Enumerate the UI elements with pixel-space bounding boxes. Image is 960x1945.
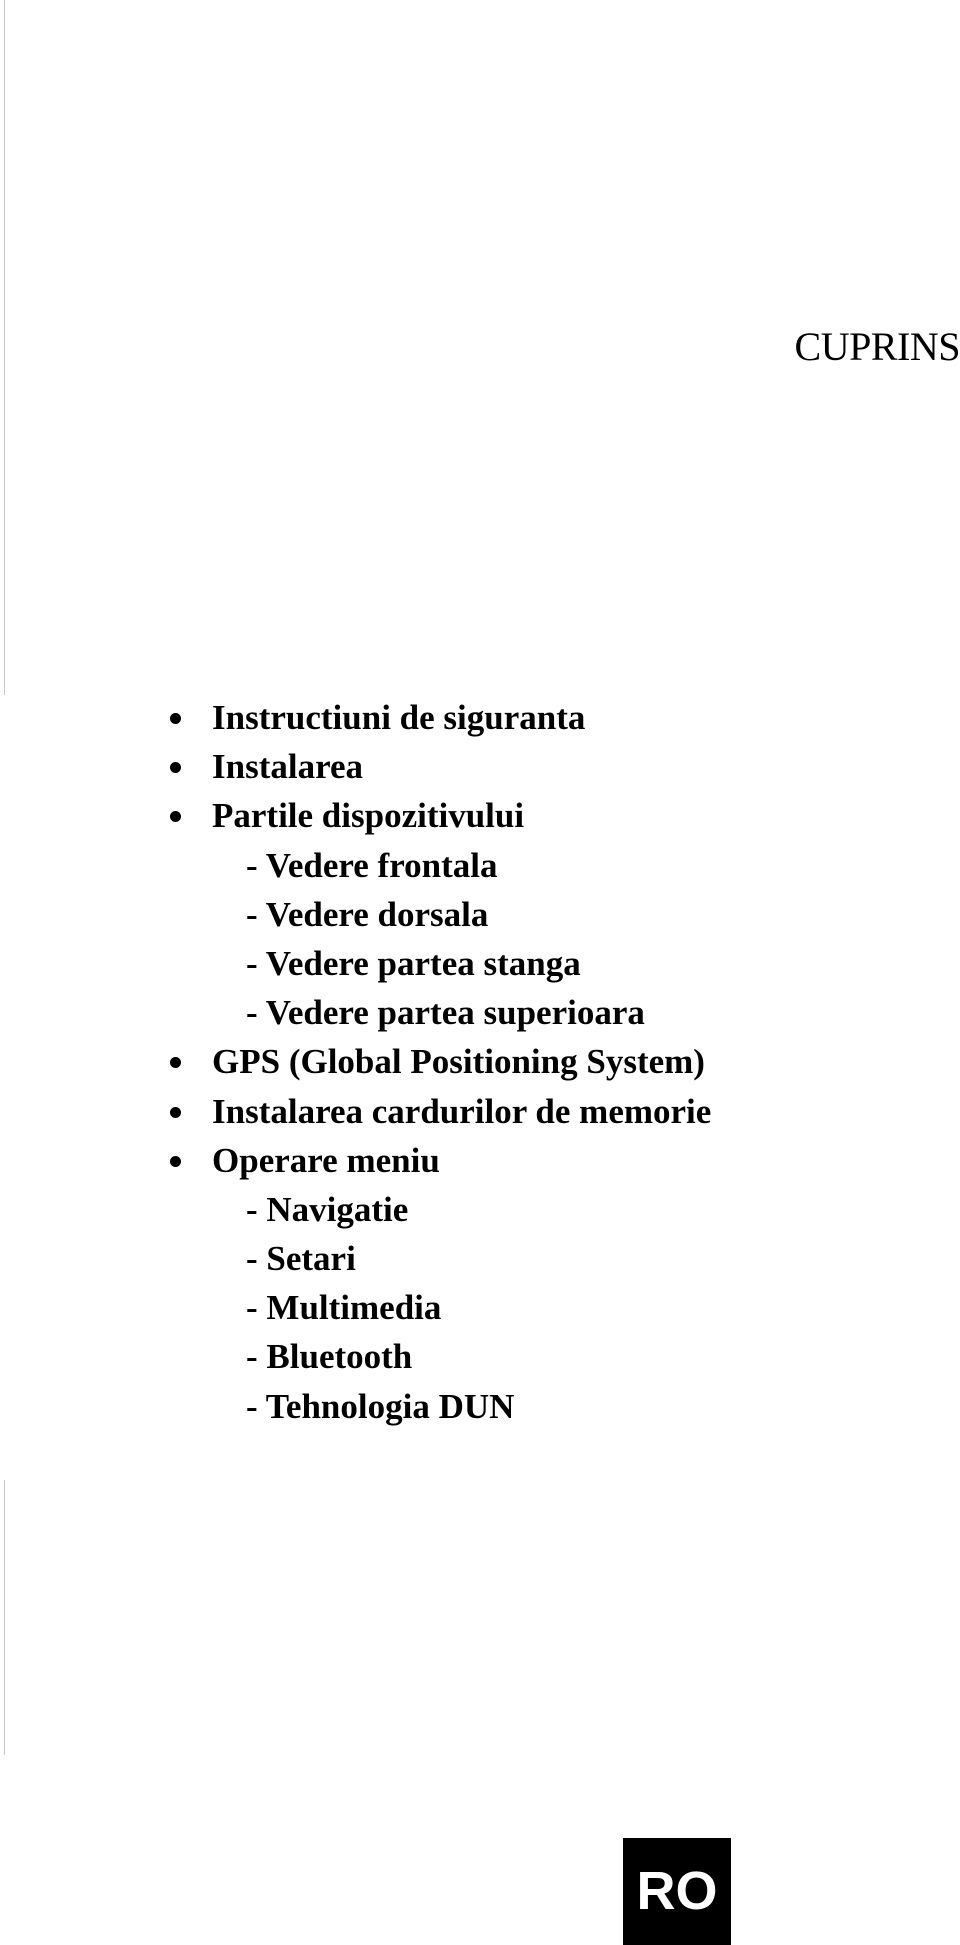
toc-subitem: - Navigatie bbox=[246, 1189, 409, 1229]
toc-subitem: - Tehnologia DUN bbox=[246, 1386, 515, 1426]
toc-item: Instructiuni de siguranta bbox=[150, 693, 711, 742]
toc-item: Instalarea cardurilor de memorie bbox=[150, 1087, 711, 1136]
toc-item: GPS (Global Positioning System) bbox=[150, 1037, 711, 1086]
toc-subitem: - Multimedia bbox=[246, 1288, 442, 1328]
toc-subitem: - Setari bbox=[246, 1239, 356, 1279]
toc-item: Instalarea bbox=[150, 742, 711, 791]
page-title: CUPRINS bbox=[794, 324, 960, 369]
toc-item: Operare meniu bbox=[150, 1136, 711, 1185]
toc-subitem: - Vedere frontala bbox=[246, 845, 498, 885]
toc-subitem: - Vedere partea superioara bbox=[246, 993, 645, 1033]
page-edge-line-top bbox=[4, 0, 5, 695]
toc-subitem: - Bluetooth bbox=[246, 1337, 413, 1377]
toc-subitem: - Vedere dorsala bbox=[246, 894, 489, 934]
table-of-contents bbox=[150, 693, 711, 1431]
page-edge-line-bottom bbox=[4, 1480, 5, 1755]
toc-subitem: - Vedere partea stanga bbox=[246, 943, 581, 983]
language-badge: RO bbox=[623, 1838, 731, 1945]
toc-item: Partile dispozitivului bbox=[150, 791, 711, 840]
